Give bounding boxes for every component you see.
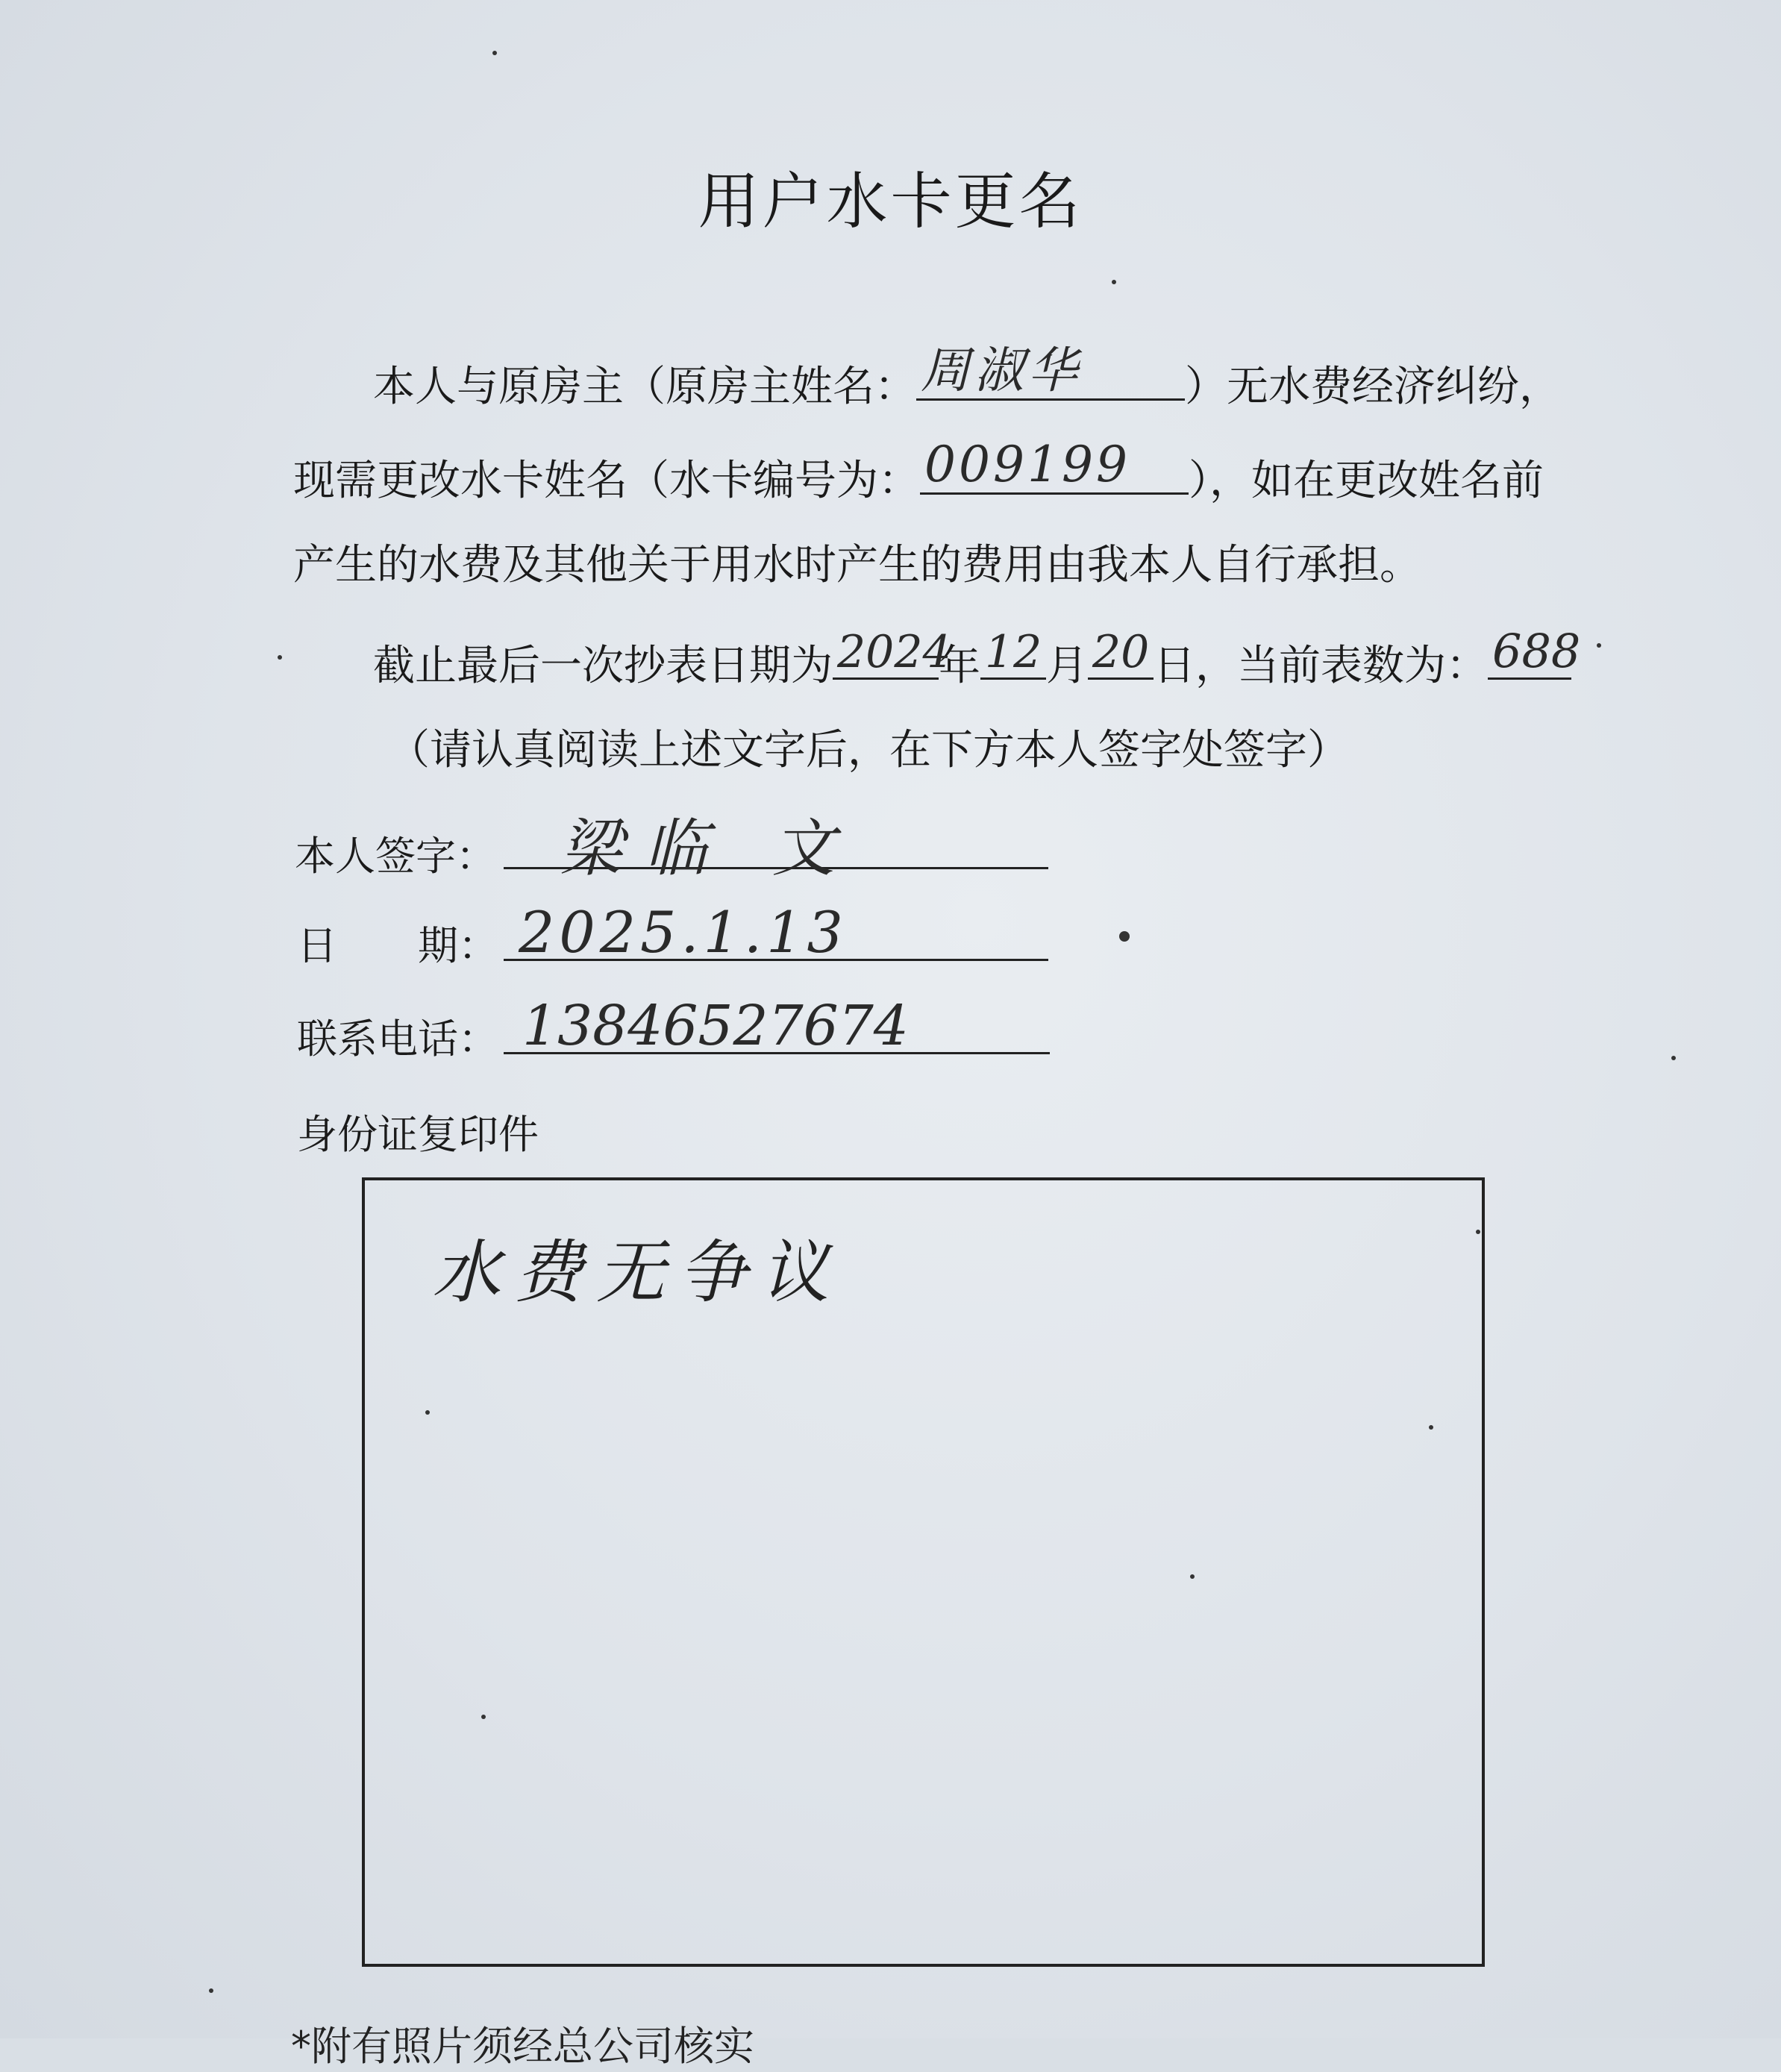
id-copy-box bbox=[362, 1177, 1485, 1967]
day-unit: 日，当前表数为： bbox=[1154, 642, 1488, 690]
year-unit: 年 bbox=[939, 642, 980, 690]
scan-speck bbox=[1476, 1230, 1480, 1234]
id-copy-label: 身份证复印件 bbox=[297, 1111, 539, 1158]
signature-handwritten: 梁临 文 bbox=[560, 812, 857, 885]
reading-blank bbox=[1488, 624, 1581, 680]
owner-suffix: ）无水费经济纠纷， bbox=[1185, 363, 1561, 411]
scan-speck bbox=[1597, 643, 1601, 648]
scan-speck bbox=[1119, 931, 1130, 942]
date-label: 日 期： bbox=[297, 922, 498, 969]
scan-speck bbox=[1429, 1425, 1433, 1430]
day-blank bbox=[1088, 626, 1154, 680]
month-handwritten: 12 bbox=[985, 626, 1042, 678]
year-blank bbox=[833, 626, 951, 680]
meter-prefix: 截止最后一次抄表日期为 bbox=[373, 642, 833, 690]
year-handwritten: 2024 bbox=[837, 626, 951, 678]
month-blank bbox=[980, 626, 1046, 680]
scan-speck bbox=[1112, 280, 1116, 284]
scan-speck bbox=[492, 51, 497, 55]
paragraph-liability: 产生的水费及其他关于用水时产生的费用由我本人自行承担。 bbox=[293, 541, 1421, 589]
day-handwritten: 20 bbox=[1092, 626, 1150, 678]
scan-speck bbox=[1190, 1574, 1195, 1579]
scan-speck bbox=[425, 1410, 430, 1415]
owner-name-blank bbox=[916, 342, 1185, 401]
document-title: 用户水卡更名 bbox=[698, 166, 1083, 237]
scan-speck bbox=[278, 655, 282, 660]
reading-handwritten: 688 bbox=[1492, 624, 1581, 678]
paragraph-owner bbox=[373, 342, 1561, 411]
month-unit: 月 bbox=[1046, 642, 1088, 690]
scan-speck bbox=[1671, 1056, 1676, 1060]
paragraph-card bbox=[293, 436, 1544, 505]
owner-name-handwritten: 周淑华 bbox=[921, 342, 1082, 399]
id-box-handwritten-note: 水费无争议 bbox=[432, 1233, 843, 1312]
footer-partial-text: *附有照片须经总公司核实 bbox=[291, 2023, 754, 2070]
scan-speck bbox=[481, 1715, 486, 1719]
date-handwritten: 2025.1.13 bbox=[519, 899, 848, 965]
owner-prefix: 本人与原房主（原房主姓名： bbox=[373, 363, 916, 411]
card-prefix: 现需更改水卡姓名（水卡编号为： bbox=[293, 457, 920, 505]
instruction-text: （请认真阅读上述文字后，在下方本人签字处签字） bbox=[388, 726, 1349, 774]
card-number-handwritten: 009199 bbox=[924, 436, 1130, 493]
phone-handwritten: 13846527674 bbox=[522, 994, 909, 1058]
card-number-blank bbox=[920, 436, 1189, 495]
phone-label: 联系电话： bbox=[297, 1015, 498, 1062]
paragraph-meter bbox=[373, 624, 1581, 690]
card-suffix: ），如在更改姓名前 bbox=[1189, 457, 1544, 505]
scan-speck bbox=[209, 1988, 213, 1993]
signature-label: 本人签字： bbox=[295, 833, 496, 880]
